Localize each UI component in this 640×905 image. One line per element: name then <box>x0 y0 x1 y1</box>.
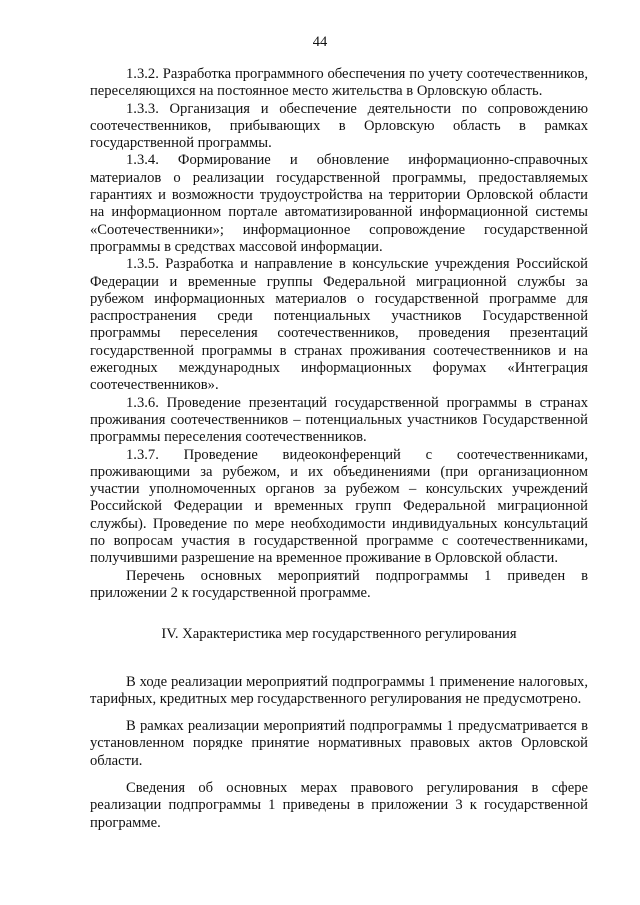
page-number: 44 <box>312 34 328 50</box>
paragraph-1-3-2: 1.3.2. Разработка программного обеспечения по учету соотечественников, переселяющихся на постоянное место жительства в Орловскую область. <box>90 66 588 100</box>
paragraph-1-3-6: 1.3.6. Проведение презентаций государственной программы в странах проживания соотечественников – потенциальных участников Государственной программы переселения соотечественников. <box>90 394 588 446</box>
paragraph-1-3-5: 1.3.5. Разработка и направление в консульские учреждения Российской Федерации и временные группы Федеральной миграционной службы за рубежом информационных материалов о государственной программе для распространения среди потенциальных участников Государственной программы переселения соотечественников, проведения презентаций государственной программы в странах проживания соотечественников и на ежегодных международных информационных форумах «Интеграция соотечественников». <box>90 256 588 394</box>
paragraph-1-3-4: 1.3.4. Формирование и обновление информационно-справочных материалов о реализации государственной программы, предоставляемых гарантиях и возможности трудоустройства на территории Орловской области на информационном портале автоматизированной информационной системы «Соотечественники»; информационное сопровождение государственной программы в средствах массовой информации. <box>90 152 588 255</box>
section-heading: IV. Характеристика мер государственного регулирования <box>161 626 517 643</box>
paragraph-1-3-7: 1.3.7. Проведение видеоконференций с соотечественниками, проживающими за рубежом, и их объединениями (при организационном участии уполномоченных органов за рубежом – консульских учреждений Российской Федерации и временных групп Федеральной миграционной службы). Проведение по мере необходимости индивидуальных консультаций по вопросам участия в государственной программе с соотечественниками, получившими разрешение на временное проживание в Орловской области. <box>90 446 588 567</box>
section-paragraph-2: В рамках реализации мероприятий подпрограммы 1 предусматривается в установленном порядке принятие нормативных правовых актов Орловской области. <box>90 718 588 769</box>
paragraph-1-3-3: 1.3.3. Организация и обеспечение деятельности по сопровождению соотечественников, прибывающих в Орловскую область в рамках государственной программы. <box>90 100 588 152</box>
section-paragraph-1: В ходе реализации мероприятий подпрограммы 1 применение налоговых, тарифных, кредитных мер государственного регулирования не предусмотрено. <box>90 673 588 707</box>
paragraph-list-reference: Перечень основных мероприятий подпрограммы 1 приведен в приложении 2 к государственной программе. <box>90 567 588 601</box>
page-content <box>90 66 588 832</box>
section-paragraph-3: Сведения об основных мерах правового регулирования в сфере реализации подпрограммы 1 приведены в приложении 3 к государственной программе. <box>90 779 588 831</box>
